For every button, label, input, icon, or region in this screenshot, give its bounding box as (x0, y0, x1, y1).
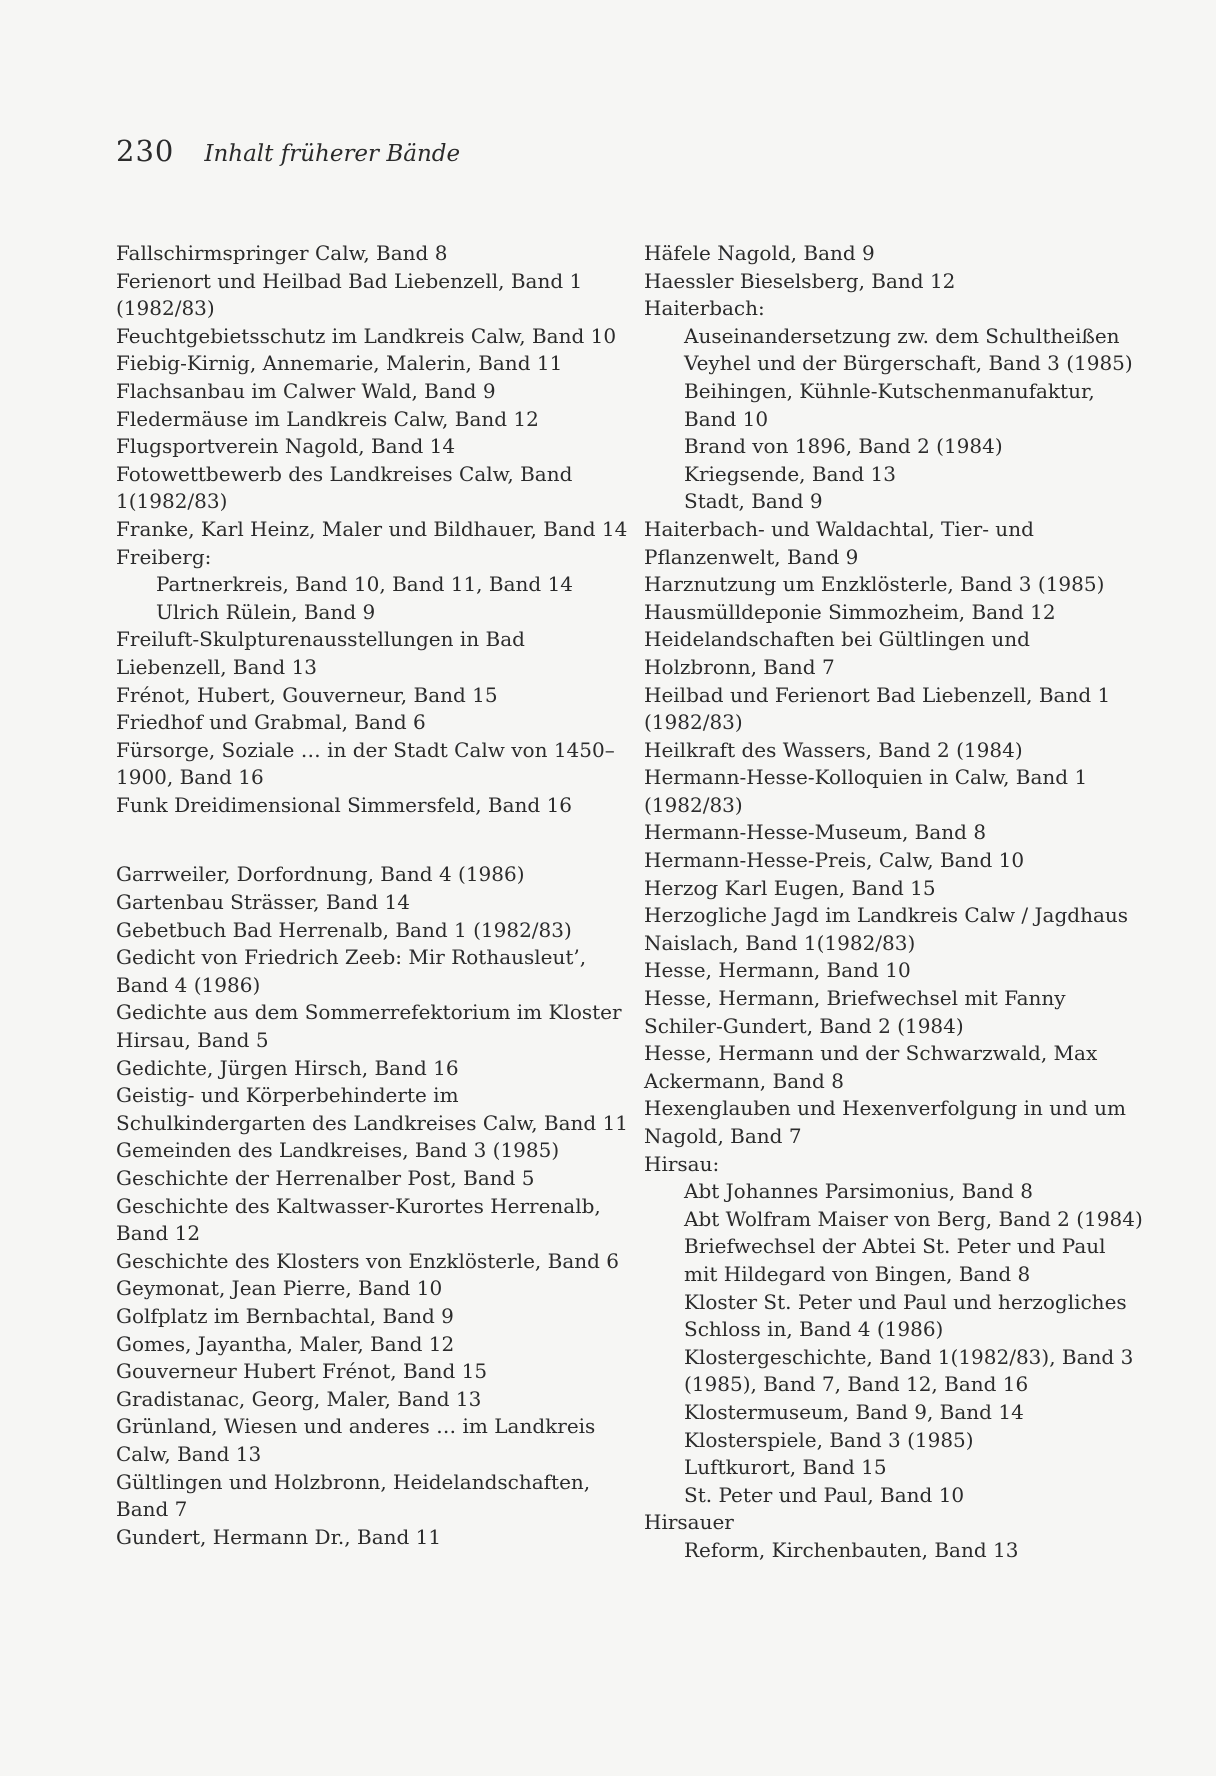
index-entry: Gradistanac, Georg, Maler, Band 13 (116, 1386, 482, 1411)
index-entry: Hirsauer (644, 1510, 734, 1535)
index-subentry: Ulrich Rülein, Band 9 (156, 599, 376, 624)
index-entry: Gedichte, Jürgen Hirsch, Band 16 (116, 1055, 459, 1080)
index-entry: Haiterbach: (644, 296, 765, 321)
index-subentry: Kriegsende, Band 13 (684, 461, 896, 486)
index-entry: Franke, Karl Heinz, Maler und Bildhauer, Band 14 (116, 516, 628, 541)
index-entry: Gültlingen und Holzbronn, Heidelandschaften, Band 7 (116, 1469, 591, 1522)
index-column-right (644, 240, 1144, 1565)
index-entry: Fotowettbewerb des Landkreises Calw, Band 1(1982/83) (116, 461, 573, 514)
index-entry: Gebetbuch Bad Herrenalb, Band 1 (1982/83) (116, 917, 572, 942)
index-subentry: Klosterspiele, Band 3 (1985) (684, 1427, 974, 1452)
index-entry: Funk Dreidimensional Simmersfeld, Band 16 (116, 792, 573, 817)
index-entry: Frénot, Hubert, Gouverneur, Band 15 (116, 682, 498, 707)
index-entry: Feuchtgebietsschutz im Landkreis Calw, Band 10 (116, 323, 617, 348)
index-entry: Freiberg: (116, 544, 212, 569)
index-subentry: Brand von 1896, Band 2 (1984) (684, 434, 1003, 459)
index-entry: Heilbad und Ferienort Bad Liebenzell, Band 1 (1982/83) (644, 682, 1111, 735)
index-subentry: Klostermuseum, Band 9, Band 14 (684, 1399, 1024, 1424)
index-column-left (116, 240, 636, 1551)
index-entry: Hesse, Hermann, Briefwechsel mit Fanny Schiler-Gundert, Band 2 (1984) (644, 986, 1066, 1038)
running-head: Inhalt früherer Bände (204, 141, 461, 167)
index-entry: Gartenbau Strässer, Band 14 (116, 890, 410, 915)
page-number: 230 (116, 134, 175, 168)
index-entry: Flachsanbau im Calwer Wald, Band 9 (116, 378, 496, 403)
index-entry: Gemeinden des Landkreises, Band 3 (1985) (116, 1138, 560, 1163)
index-entry: Haiterbach- und Waldachtal, Tier- und Pflanzenwelt, Band 9 (644, 516, 1034, 569)
index-entry: Hesse, Hermann, Band 10 (644, 958, 911, 983)
index-entry: Gedicht von Friedrich Zeeb: Mir Rothausleut’, Band 4 (1986) (116, 945, 587, 997)
index-entry: Heidelandschaften bei Gültlingen und Holzbronn, Band 7 (644, 627, 1030, 679)
index-entry: Friedhof und Grabmal, Band 6 (116, 710, 426, 735)
page-header (116, 134, 460, 168)
index-entry: Heilkraft des Wassers, Band 2 (1984) (644, 737, 1023, 762)
index-subentry: Kloster St. Peter und Paul und herzogliches Schloss in, Band 4 (1986) (684, 1289, 1127, 1342)
index-entry: Grünland, Wiesen und anderes … im Landkreis Calw, Band 13 (116, 1414, 596, 1466)
index-entry: Golfplatz im Bernbachtal, Band 9 (116, 1303, 454, 1328)
index-entry: Fiebig-Kirnig, Annemarie, Malerin, Band 11 (116, 351, 563, 376)
index-entry: Garrweiler, Dorfordnung, Band 4 (1986) (116, 862, 525, 887)
index-subentry: Abt Johannes Parsimonius, Band 8 (684, 1179, 1033, 1204)
index-entry: Geymonat, Jean Pierre, Band 10 (116, 1276, 443, 1301)
index-entry: Fledermäuse im Landkreis Calw, Band 12 (116, 406, 539, 431)
index-entry: Hexenglauben und Hexenverfolgung in und um Nagold, Band 7 (644, 1096, 1127, 1148)
index-subentry: Partnerkreis, Band 10, Band 11, Band 14 (156, 572, 574, 597)
index-subentry: Abt Wolfram Maiser von Berg, Band 2 (1984) (684, 1206, 1143, 1231)
index-entry: Fürsorge, Soziale … in der Stadt Calw von 1450–1900, Band 16 (116, 737, 615, 790)
index-subentry: Beihingen, Kühnle-Kutschenmanufaktur, Band 10 (684, 378, 1095, 431)
index-entry: Hausmülldeponie Simmozheim, Band 12 (644, 599, 1056, 624)
index-entry: Geistig- und Körperbehinderte im Schulkindergarten des Landkreises Calw, Band 11 (116, 1083, 629, 1135)
index-entry: Gomes, Jayantha, Maler, Band 12 (116, 1331, 455, 1356)
index-entry: Geschichte der Herrenalber Post, Band 5 (116, 1166, 535, 1190)
index-entry: Gedichte aus dem Sommerrefektorium im Kloster Hirsau, Band 5 (116, 1000, 622, 1053)
index-entry: Geschichte des Kaltwasser-Kurortes Herrenalb, Band 12 (116, 1193, 601, 1246)
index-entry: Hermann-Hesse-Preis, Calw, Band 10 (644, 848, 1025, 873)
index-entry: Hesse, Hermann und der Schwarzwald, Max Ackermann, Band 8 (644, 1041, 1098, 1093)
index-entry: Geschichte des Klosters von Enzklösterle, Band 6 (116, 1248, 620, 1273)
index-entry: Gouverneur Hubert Frénot, Band 15 (116, 1359, 488, 1384)
index-entry: Harznutzung um Enzklösterle, Band 3 (1985) (644, 572, 1105, 597)
index-entry: Herzog Karl Eugen, Band 15 (644, 875, 936, 900)
index-subentry: Reform, Kirchenbauten, Band 13 (684, 1537, 1019, 1562)
index-entry: Herzogliche Jagd im Landkreis Calw / Jagdhaus Naislach, Band 1(1982/83) (644, 903, 1129, 955)
index-subentry: St. Peter und Paul, Band 10 (684, 1482, 965, 1507)
index-entry: Haessler Bieselsberg, Band 12 (644, 268, 956, 293)
index-entry: Häfele Nagold, Band 9 (644, 241, 875, 265)
index-entry: Hermann-Hesse-Museum, Band 8 (644, 820, 987, 845)
index-entry: Fallschirmspringer Calw, Band 8 (116, 241, 448, 265)
index-entry: Hirsau: (644, 1151, 720, 1176)
index-subentry: Auseinandersetzung zw. dem Schultheißen Veyhel und der Bürgerschaft, Band 3 (1985) (684, 323, 1133, 376)
index-subentry: Luftkurort, Band 15 (684, 1455, 887, 1480)
index-subentry: Klostergeschichte, Band 1(1982/83), Band 3 (1985), Band 7, Band 12, Band 16 (684, 1344, 1134, 1397)
index-subentry: Stadt, Band 9 (684, 489, 823, 514)
index-entry: Flugsportverein Nagold, Band 14 (116, 434, 456, 459)
index-entry: Freiluft-Skulpturenausstellungen in Bad Liebenzell, Band 13 (116, 627, 525, 679)
index-subentry: Briefwechsel der Abtei St. Peter und Paul mit Hildegard von Bingen, Band 8 (684, 1234, 1106, 1286)
index-entry: Gundert, Hermann Dr., Band 11 (116, 1524, 442, 1549)
index-entry: Ferienort und Heilbad Bad Liebenzell, Band 1 (1982/83) (116, 268, 583, 321)
index-entry: Hermann-Hesse-Kolloquien in Calw, Band 1 (1982/83) (644, 765, 1088, 817)
